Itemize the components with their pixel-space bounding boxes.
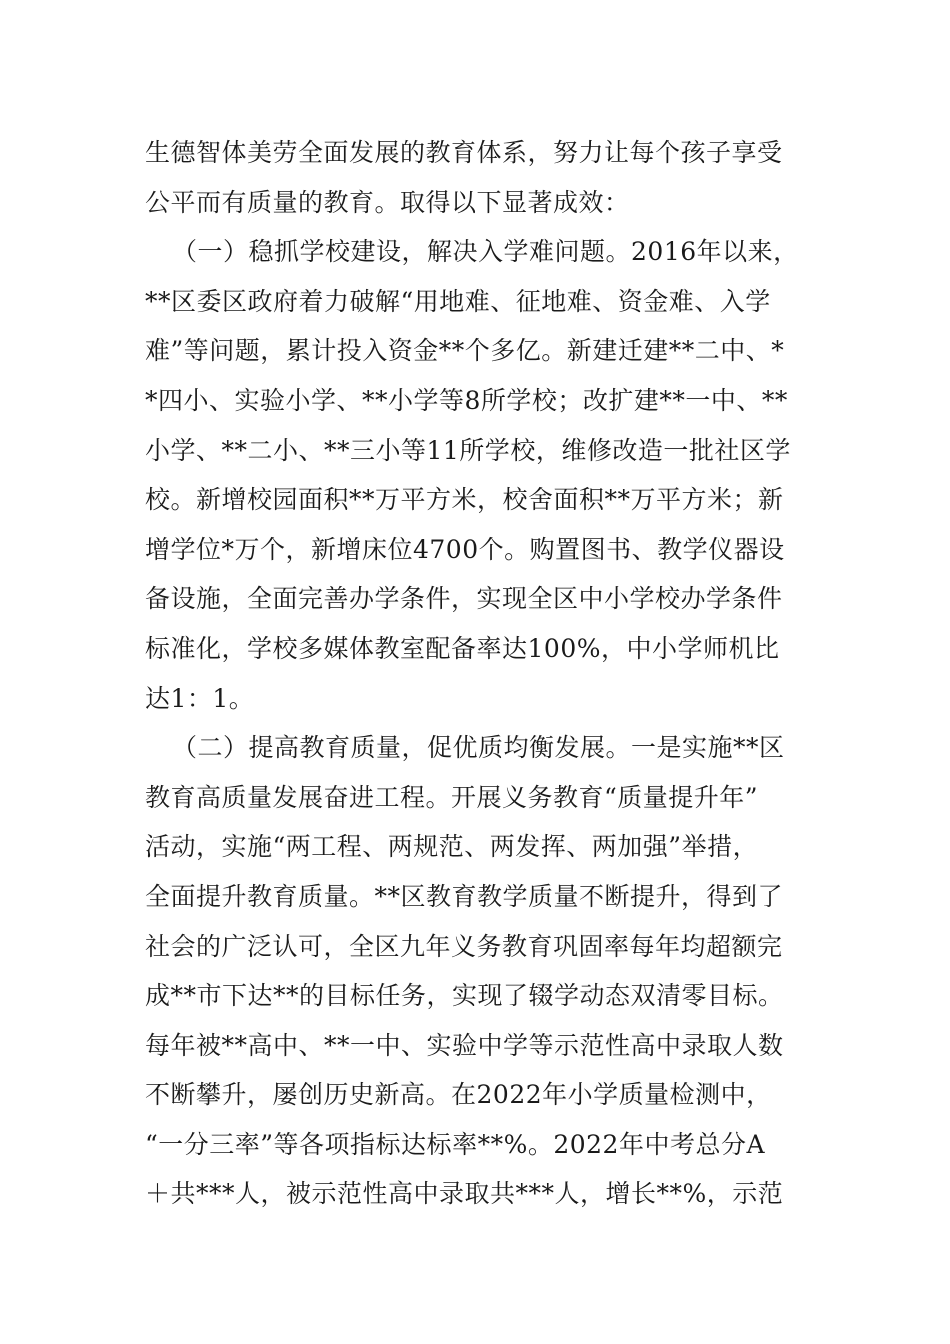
text-line: 校。新增校园面积**万平方米，校舍面积**万平方米；新 [145,485,784,515]
text-line: 标准化，学校多媒体教室配备率达100%，中小学师机比 [145,633,780,663]
text-line: 增学位*万个，新增床位4700个。购置图书、教学仪器设 [145,534,785,564]
text-line: “一分三率”等各项指标达标率**%。2022年中考总分A [145,1129,765,1159]
text-line: 活动，实施“两工程、两规范、两发挥、两加强”举措， [145,832,759,862]
text-line: *四小、实验小学、**小学等8所学校；改扩建**一中、** [145,385,788,415]
text-line: （二）提高教育质量，促优质均衡发展。一是实施**区 [172,733,785,763]
body-text [145,128,815,1219]
text-line: 全面提升教育质量。**区教育教学质量不断提升，得到了 [145,881,784,911]
text-line: 每年被**高中、**一中、实验中学等示范性高中录取人数 [145,1030,784,1060]
text-line: ＋共***人，被示范性高中录取共***人，增长**%，示范 [145,1179,784,1209]
text-line: （一）稳抓学校建设，解决入学难问题。2016年以来， [172,237,799,267]
text-line: 难”等问题，累计投入资金**个多亿。新建迁建**二中、* [145,336,785,366]
text-line: 生德智体美劳全面发展的教育体系，努力让每个孩子享受 [145,138,783,167]
text-line: 公平而有质量的教育。取得以下显著成效： [145,187,630,217]
text-line: 不断攀升，屡创历史新高。在2022年小学质量检测中， [145,1080,772,1110]
text-line: 社会的广泛认可，全区九年义务教育巩固率每年均超额完 [145,931,783,961]
text-line: 成**市下达**的目标任务，实现了辍学动态双清零目标。 [145,981,784,1011]
text-line: 教育高质量发展奋进工程。开展义务教育“质量提升年” [145,782,759,812]
text-line: 备设施，全面完善办学条件，实现全区中小学校办学条件 [145,584,783,614]
text-line: 达1：1。 [145,683,255,713]
text-line: 小学、**二小、**三小等11所学校，维修改造一批社区学 [145,435,791,465]
text-line: **区委区政府着力破解“用地难、征地难、资金难、入学 [145,286,771,316]
